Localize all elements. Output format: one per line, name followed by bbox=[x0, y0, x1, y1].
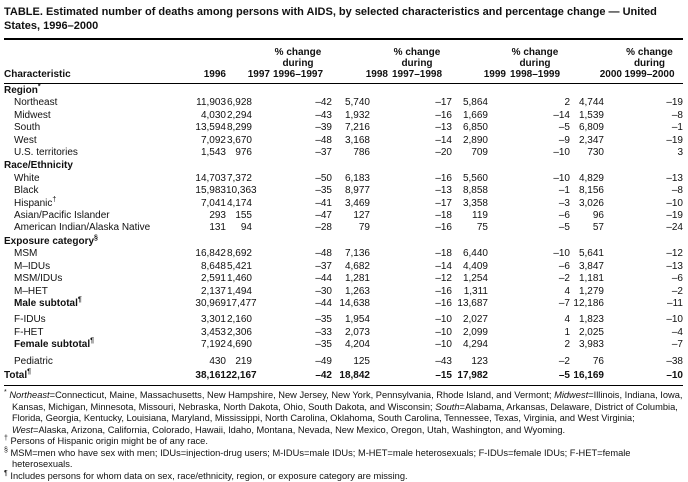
cell-chg-1999-2000: –13 bbox=[666, 172, 683, 184]
cell-1999: 1,311 bbox=[463, 285, 488, 297]
table-row bbox=[4, 97, 683, 109]
region-term: Midwest bbox=[554, 390, 589, 401]
cell-1998: 14,638 bbox=[339, 297, 370, 309]
cell-1996: 1,543 bbox=[200, 147, 226, 159]
cell-chg-1996-1997: –35 bbox=[315, 314, 332, 326]
cell-1997: 5,421 bbox=[226, 260, 252, 272]
cell-chg-1999-2000: –24 bbox=[666, 222, 683, 234]
cell-1996: 430 bbox=[209, 355, 226, 367]
row-label: F-IDUs bbox=[14, 314, 46, 326]
cell-chg-1999-2000: –1 bbox=[671, 122, 683, 134]
cell-1997: 2,306 bbox=[226, 326, 252, 338]
cell-1998: 2,073 bbox=[344, 326, 370, 338]
cell-chg-1999-2000: 3 bbox=[677, 147, 683, 159]
footnote: † Persons of Hispanic origin might be of any race. bbox=[4, 435, 208, 447]
cell-chg-1998-1999: –6 bbox=[558, 210, 570, 222]
cell-chg-1996-1997: –41 bbox=[315, 197, 332, 209]
row-label: Female subtotal¶ bbox=[14, 337, 95, 351]
cell-1996: 38,161 bbox=[178, 368, 226, 386]
cell-1996: 7,041 bbox=[200, 197, 226, 209]
table-row bbox=[4, 327, 683, 339]
table-row bbox=[4, 310, 683, 326]
cell-chg-1999-2000: –19 bbox=[666, 134, 683, 146]
cell-1996: 30,969 bbox=[195, 297, 226, 309]
cell-1998: 3,168 bbox=[344, 134, 370, 146]
cell-chg-1996-1997: –33 bbox=[315, 326, 332, 338]
cell-2000: 730 bbox=[587, 147, 604, 159]
cell-chg-1996-1997: –37 bbox=[315, 260, 332, 272]
cell-chg-1998-1999: –9 bbox=[558, 134, 570, 146]
cell-chg-1999-2000: –12 bbox=[666, 248, 683, 260]
cell-1998: 6,183 bbox=[344, 172, 370, 184]
cell-chg-1998-1999: –3 bbox=[558, 197, 570, 209]
cell-1999: 8,858 bbox=[462, 185, 488, 197]
cell-chg-1996-1997: –39 bbox=[315, 122, 332, 134]
row-label: M–IDUs bbox=[14, 260, 51, 272]
row-label: M–HET bbox=[14, 285, 48, 297]
region-term: South bbox=[435, 401, 460, 412]
cell-chg-1996-1997: –48 bbox=[315, 134, 332, 146]
cell-chg-1996-1997: –30 bbox=[315, 285, 332, 297]
cell-2000: 4,829 bbox=[578, 172, 604, 184]
cell-chg-1999-2000: –8 bbox=[671, 185, 683, 197]
cell-1996: 14,703 bbox=[195, 172, 226, 184]
cell-1998: 7,216 bbox=[344, 122, 370, 134]
cell-1998: 125 bbox=[353, 355, 370, 367]
cell-chg-1999-2000: –10 bbox=[666, 197, 683, 209]
footnote-marker: ¶ bbox=[4, 469, 8, 477]
row-label: Asian/Pacific Islander bbox=[14, 210, 110, 222]
footnote: ¶ Includes persons for whom data on sex, race/ethnicity, region, or exposure category are missing. bbox=[4, 469, 408, 481]
footnotes bbox=[4, 386, 683, 482]
cell-1999: 5,560 bbox=[462, 172, 488, 184]
cell-chg-1996-1997: –42 bbox=[270, 368, 332, 386]
cell-chg-1998-1999: –10 bbox=[553, 172, 570, 184]
table-row bbox=[4, 222, 683, 234]
col-header-1997: 1997 bbox=[226, 40, 270, 84]
row-label: Hispanic† bbox=[14, 196, 57, 209]
cell-1999: 123 bbox=[471, 355, 488, 367]
cell-chg-1998-1999: –1 bbox=[558, 185, 570, 197]
table-row bbox=[4, 298, 683, 310]
cell-1999: 2,890 bbox=[462, 134, 488, 146]
cell-2000: 3,983 bbox=[578, 339, 604, 351]
cell-1998: 18,842 bbox=[332, 368, 388, 386]
cell-1997: 4,174 bbox=[226, 197, 252, 209]
cell-chg-1996-1997: –48 bbox=[315, 248, 332, 260]
cell-chg-1999-2000: –38 bbox=[666, 355, 683, 367]
footnote: § MSM=men who have sex with men; IDUs=injection-drug users; M-IDUs=male IDUs; M-HET=male heterosexuals; F-IDUs=female IDUs; F-HET=female heterosexuals. bbox=[4, 446, 631, 470]
cell-1997: 219 bbox=[235, 355, 252, 367]
table-row bbox=[4, 185, 683, 197]
cell-chg-1997-1998: –18 bbox=[435, 210, 452, 222]
footnote-marker: * bbox=[37, 83, 41, 91]
cell-1998: 5,740 bbox=[344, 97, 370, 109]
cell-chg-1998-1999: –14 bbox=[553, 109, 570, 121]
cell-chg-1999-2000: –10 bbox=[666, 314, 683, 326]
cell-chg-1998-1999: –7 bbox=[558, 297, 570, 309]
row-label: Black bbox=[14, 185, 39, 197]
cell-1998: 1,954 bbox=[344, 314, 370, 326]
cell-chg-1997-1998: –16 bbox=[435, 109, 452, 121]
cell-1999: 5,864 bbox=[462, 97, 488, 109]
cell-2000: 16,169 bbox=[570, 368, 622, 386]
cell-1998: 4,682 bbox=[344, 260, 370, 272]
footnote-marker: ¶ bbox=[90, 337, 95, 345]
table-row bbox=[4, 173, 683, 185]
footnote-marker: § bbox=[94, 234, 98, 242]
cell-chg-1999-2000: –2 bbox=[671, 285, 683, 297]
row-label: South bbox=[14, 122, 41, 134]
col-header-characteristic: Characteristic bbox=[4, 40, 178, 84]
cell-1999: 17,982 bbox=[452, 368, 506, 386]
cell-chg-1997-1998: –17 bbox=[435, 97, 452, 109]
cell-chg-1997-1998: –10 bbox=[435, 314, 452, 326]
cell-1998: 7,136 bbox=[344, 248, 370, 260]
cell-1997: 22,167 bbox=[226, 368, 270, 386]
cell-chg-1999-2000: –11 bbox=[667, 297, 683, 309]
table-title: TABLE. Estimated number of deaths among persons with AIDS, by selected characteristics and percentage change — United States, 1996–2000 bbox=[4, 6, 683, 40]
cell-chg-1997-1998: –16 bbox=[435, 172, 452, 184]
pct-header-line: 1997–1998 bbox=[391, 69, 443, 80]
cell-1996: 11,903 bbox=[196, 97, 226, 109]
pct-header-line: during bbox=[401, 58, 433, 69]
cell-1998: 3,469 bbox=[344, 197, 370, 209]
cell-chg-1996-1997: –50 bbox=[315, 172, 332, 184]
col-header-chg-1999-2000 bbox=[622, 40, 683, 84]
col-header-1998: 1998 bbox=[332, 40, 388, 84]
cell-chg-1997-1998: –16 bbox=[435, 297, 452, 309]
cell-chg-1998-1999: –5 bbox=[506, 368, 570, 386]
cell-1998: 8,977 bbox=[344, 185, 370, 197]
table-row bbox=[4, 135, 683, 147]
cell-chg-1997-1998: –12 bbox=[435, 273, 452, 285]
cell-1998: 1,263 bbox=[344, 285, 370, 297]
cell-1998: 1,281 bbox=[344, 273, 370, 285]
cell-1999: 2,099 bbox=[462, 326, 488, 338]
table-row bbox=[4, 339, 683, 351]
cell-1996: 131 bbox=[209, 222, 226, 234]
col-header-1996: 1996 bbox=[178, 40, 226, 84]
section-header-row bbox=[4, 159, 683, 172]
cell-1999: 4,294 bbox=[462, 339, 488, 351]
cell-1999: 75 bbox=[476, 222, 488, 234]
cell-chg-1999-2000: –4 bbox=[671, 326, 683, 338]
cell-1999: 709 bbox=[471, 147, 488, 159]
row-label: Race/Ethnicity bbox=[4, 160, 73, 172]
cell-chg-1997-1998: –13 bbox=[435, 122, 452, 134]
table-row bbox=[4, 198, 683, 210]
cell-1996: 7,092 bbox=[200, 134, 226, 146]
row-label: Pediatric bbox=[14, 355, 53, 367]
cell-1997: 2,294 bbox=[226, 109, 252, 121]
cell-chg-1999-2000: –13 bbox=[666, 260, 683, 272]
cell-chg-1998-1999: –5 bbox=[558, 222, 570, 234]
cell-chg-1997-1998: –20 bbox=[435, 147, 452, 159]
pct-header-line: % change bbox=[393, 47, 441, 58]
cell-1996: 2,137 bbox=[200, 285, 226, 297]
cell-1996: 2,591 bbox=[200, 273, 226, 285]
cell-1996: 13,594 bbox=[195, 122, 226, 134]
cell-1999: 13,687 bbox=[457, 297, 488, 309]
footnote-marker: † bbox=[52, 196, 57, 204]
cell-2000: 3,026 bbox=[578, 197, 604, 209]
region-term: West bbox=[12, 424, 34, 435]
row-label: West bbox=[14, 134, 37, 146]
cell-chg-1996-1997: –28 bbox=[315, 222, 332, 234]
table-row bbox=[4, 261, 683, 273]
cell-chg-1998-1999: –10 bbox=[553, 147, 570, 159]
cell-1996: 293 bbox=[209, 210, 226, 222]
cell-chg-1996-1997: –44 bbox=[315, 297, 332, 309]
col-header-chg-1998-1999 bbox=[506, 40, 570, 84]
cell-1997: 155 bbox=[235, 210, 252, 222]
cell-chg-1997-1998: –16 bbox=[435, 222, 452, 234]
header-row bbox=[4, 40, 683, 84]
cell-chg-1997-1998: –43 bbox=[435, 355, 452, 367]
cell-chg-1997-1998: –18 bbox=[435, 248, 452, 260]
col-header-chg-1997-1998 bbox=[388, 40, 452, 84]
cell-chg-1998-1999: –5 bbox=[558, 122, 570, 134]
cell-chg-1997-1998: –15 bbox=[388, 368, 452, 386]
pct-header-line: during bbox=[282, 58, 314, 69]
row-label: American Indian/Alaska Native bbox=[14, 222, 151, 234]
cell-2000: 1,539 bbox=[578, 109, 604, 121]
cell-1998: 79 bbox=[358, 222, 370, 234]
cell-chg-1999-2000: –7 bbox=[671, 339, 683, 351]
row-label: U.S. territories bbox=[14, 147, 78, 159]
cell-1997: 1,460 bbox=[226, 273, 252, 285]
pct-header-line: during bbox=[633, 58, 666, 69]
cell-2000: 2,025 bbox=[578, 326, 604, 338]
cell-chg-1998-1999: 4 bbox=[564, 314, 570, 326]
row-label: Region* bbox=[4, 83, 41, 96]
cell-chg-1996-1997: –47 bbox=[315, 210, 332, 222]
cell-1998: 127 bbox=[353, 210, 370, 222]
col-header-chg-1996-1997 bbox=[270, 40, 332, 84]
footnote-marker: § bbox=[4, 446, 8, 454]
cell-1999: 1,254 bbox=[462, 273, 488, 285]
table-header bbox=[4, 40, 683, 84]
cell-chg-1998-1999: 4 bbox=[564, 285, 570, 297]
pct-header-line: 1996–1997 bbox=[272, 69, 324, 80]
cell-1997: 3,670 bbox=[226, 134, 252, 146]
cell-chg-1997-1998: –17 bbox=[435, 197, 452, 209]
region-term: Northeast bbox=[9, 390, 50, 401]
row-label: Exposure category§ bbox=[4, 234, 98, 247]
row-label: Midwest bbox=[14, 109, 51, 121]
cell-1997: 4,690 bbox=[226, 339, 252, 351]
col-header-1999: 1999 bbox=[452, 40, 506, 84]
footnote-marker: ¶ bbox=[77, 296, 82, 304]
cell-1996: 15,983 bbox=[195, 185, 226, 197]
cell-1996: 7,192 bbox=[200, 339, 226, 351]
cell-1996: 8,648 bbox=[200, 260, 226, 272]
row-label: Total¶ bbox=[4, 368, 178, 386]
cell-1999: 6,850 bbox=[462, 122, 488, 134]
cell-2000: 1,279 bbox=[578, 285, 604, 297]
col-header-2000: 2000 bbox=[570, 40, 622, 84]
aids-deaths-table bbox=[4, 40, 683, 386]
pct-header-line: % change bbox=[626, 47, 673, 58]
cell-chg-1996-1997: –49 bbox=[315, 355, 332, 367]
cell-chg-1998-1999: –6 bbox=[558, 260, 570, 272]
table-body bbox=[4, 84, 683, 386]
cell-chg-1997-1998: –16 bbox=[435, 285, 452, 297]
footnote-marker: † bbox=[4, 435, 8, 443]
cell-1999: 1,669 bbox=[462, 109, 488, 121]
table-row bbox=[4, 286, 683, 298]
row-label: MSM/IDUs bbox=[14, 273, 63, 285]
cell-2000: 2,347 bbox=[578, 134, 604, 146]
cell-1997: 1,494 bbox=[226, 285, 252, 297]
cell-2000: 1,181 bbox=[578, 273, 604, 285]
cell-chg-1998-1999: 2 bbox=[564, 97, 570, 109]
section-header-row bbox=[4, 84, 683, 98]
cell-chg-1998-1999: –2 bbox=[558, 273, 570, 285]
pct-header-line: % change bbox=[274, 47, 322, 58]
cell-2000: 1,823 bbox=[578, 314, 604, 326]
cell-1996: 3,301 bbox=[200, 314, 226, 326]
cell-2000: 4,744 bbox=[578, 97, 604, 109]
pct-header-line: 1998–1999 bbox=[509, 69, 561, 80]
cell-chg-1997-1998: –13 bbox=[435, 185, 452, 197]
cell-1997: 94 bbox=[240, 222, 252, 234]
cell-chg-1998-1999: 2 bbox=[564, 339, 570, 351]
cell-chg-1997-1998: –10 bbox=[435, 339, 452, 351]
table-row bbox=[4, 110, 683, 122]
pct-header-line: 1999–2000 bbox=[624, 69, 675, 80]
cell-chg-1997-1998: –14 bbox=[435, 260, 452, 272]
cell-1997: 10,363 bbox=[226, 185, 257, 197]
cell-1999: 2,027 bbox=[462, 314, 488, 326]
cell-chg-1996-1997: –35 bbox=[315, 339, 332, 351]
table-row bbox=[4, 273, 683, 285]
cell-chg-1997-1998: –14 bbox=[435, 134, 452, 146]
cell-chg-1998-1999: –10 bbox=[553, 248, 570, 260]
cell-2000: 76 bbox=[592, 355, 604, 367]
cell-1999: 4,409 bbox=[462, 260, 488, 272]
footnote-marker: ¶ bbox=[27, 368, 32, 376]
row-label: Male subtotal¶ bbox=[14, 296, 82, 309]
row-label: MSM bbox=[14, 248, 38, 260]
cell-2000: 57 bbox=[592, 222, 604, 234]
cell-chg-1997-1998: –10 bbox=[435, 326, 452, 338]
cell-chg-1996-1997: –35 bbox=[315, 185, 332, 197]
cell-chg-1996-1997: –42 bbox=[315, 97, 332, 109]
cell-chg-1999-2000: –6 bbox=[671, 273, 683, 285]
cell-2000: 12,186 bbox=[573, 297, 604, 309]
cell-1997: 8,692 bbox=[226, 248, 252, 260]
cell-1997: 8,299 bbox=[226, 122, 252, 134]
cell-1996: 3,453 bbox=[200, 326, 226, 338]
cell-1997: 2,160 bbox=[226, 314, 252, 326]
cell-chg-1999-2000: –19 bbox=[666, 210, 683, 222]
cell-1997: 976 bbox=[235, 147, 252, 159]
cell-2000: 96 bbox=[592, 210, 604, 222]
cell-1999: 119 bbox=[472, 210, 488, 222]
table-row bbox=[4, 122, 683, 134]
cell-2000: 6,809 bbox=[578, 122, 604, 134]
cell-2000: 8,156 bbox=[578, 185, 604, 197]
pct-header-line: % change bbox=[511, 47, 559, 58]
row-label: Northeast bbox=[14, 97, 58, 109]
cell-1996: 4,030 bbox=[200, 109, 226, 121]
table-row bbox=[4, 210, 683, 222]
cell-1999: 6,440 bbox=[462, 248, 488, 260]
table-row bbox=[4, 147, 683, 159]
cell-2000: 3,847 bbox=[578, 260, 604, 272]
cell-chg-1999-2000: –8 bbox=[671, 109, 683, 121]
cell-chg-1999-2000: –10 bbox=[622, 368, 683, 386]
cell-chg-1999-2000: –19 bbox=[666, 97, 683, 109]
footnote-marker: * bbox=[4, 389, 7, 397]
cell-chg-1998-1999: 1 bbox=[564, 326, 570, 338]
cell-chg-1998-1999: –2 bbox=[558, 355, 570, 367]
cell-1997: 7,372 bbox=[226, 172, 252, 184]
cell-1998: 4,204 bbox=[344, 339, 370, 351]
cell-chg-1996-1997: –37 bbox=[315, 147, 332, 159]
cell-1998: 1,932 bbox=[344, 109, 370, 121]
cell-1998: 786 bbox=[353, 147, 370, 159]
row-label: F-HET bbox=[14, 326, 44, 338]
table-row bbox=[4, 352, 683, 368]
cell-1996: 16,842 bbox=[195, 248, 226, 260]
cell-chg-1996-1997: –43 bbox=[315, 109, 332, 121]
cell-2000: 5,641 bbox=[578, 248, 604, 260]
row-label: White bbox=[14, 172, 40, 184]
section-header-row bbox=[4, 235, 683, 248]
cell-1997: 17,477 bbox=[226, 297, 257, 309]
total-row bbox=[4, 368, 683, 386]
cell-1997: 6,928 bbox=[226, 97, 252, 109]
cell-1999: 3,358 bbox=[462, 197, 488, 209]
cell-chg-1996-1997: –44 bbox=[315, 273, 332, 285]
footnote: * Northeast=Connecticut, Maine, Massachusetts, New Hampshire, New Jersey, New York, Pennsylvania, Rhode Island, and Vermont; Midwest=Illinois, Indiana, Iowa, Kansas, Michigan, Minnesota, Missouri, Nebraska, North Dakota, Ohio, South Dakota, and Wisconsin; South=Alabama, Arkansas, Delaware, District of Columbia, Florida, Georgia, Kentucky, Louisiana, Maryland, Mississippi, North Carolina, Oklahoma, South Carolina, Tennessee, Texas, Virginia, and West Virginia; West=Alaska, Arizona, California, Colorado, Hawaii, Idaho, Montana, Nevada, New Mexico, Oregon, Utah, Washington, and Wyoming. bbox=[4, 389, 683, 435]
table-row bbox=[4, 248, 683, 260]
pct-header-line: during bbox=[519, 58, 551, 69]
